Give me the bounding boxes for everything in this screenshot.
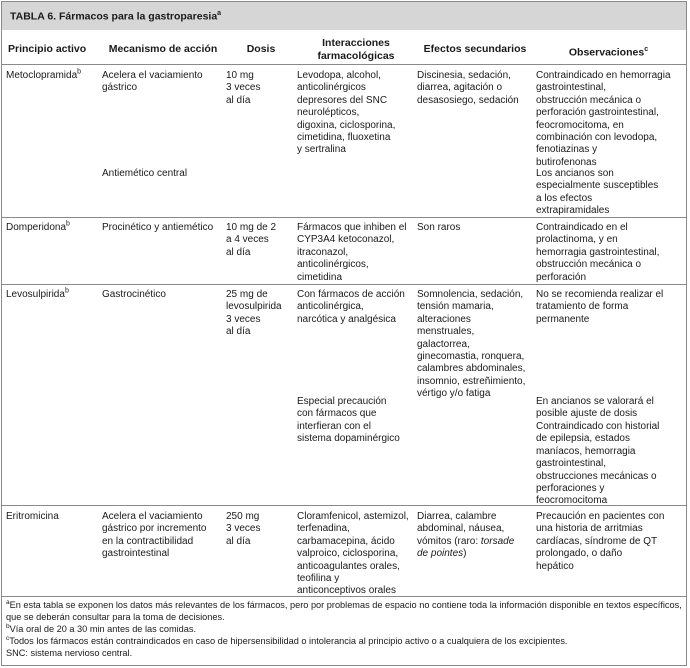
header-dosis: Dosis [246, 43, 276, 55]
footnote-a: $^a$En esta tabla se exponen los datos más relevantes de los fármacos, pero por problemas de espacio no contiene toda la información disponible en textos específicos, que se deberán consultar para la toma de decisiones. [6, 598, 682, 622]
metoclopramida-mecanismo-1: Acelera el vaciamiento gástrico [102, 70, 203, 94]
table-title: TABLA 6. Fármacos para la gastroparesia$^a$ [10, 10, 222, 23]
levosulpirida-mecanismo: Gastrocinético [102, 289, 166, 300]
levosulpirida-dosis: 25 mg de levosulpirida 3 veces al día [226, 289, 282, 338]
eritromicina-observaciones: Precaución en pacientes con una historia de arritmias cardíacas, síndrome de QT prolongado, o daño hepático [536, 511, 665, 572]
levosulpirida-observaciones-3: Contraindicado con historial de epilepsia, estados maníacos, hemorragia gastrointestinal, obstrucciones mecánicas o perforaciones y feocromocitoma [536, 421, 660, 507]
levosulpirida-interacciones-1: Con fármacos de acción anticolinérgica, narcótica y analgésica [297, 289, 405, 325]
metoclopramida-name: Metoclopramida$^b$ [6, 68, 82, 81]
row-divider [2, 217, 686, 218]
eritromicina-efectos: Diarrea, calambre abdominal, náusea, vómitos (raro: torsade de pointes) [417, 511, 515, 560]
metoclopramida-mecanismo-2: Antiemético central [102, 168, 188, 179]
header-observaciones: Observaciones$^c$ [568, 46, 649, 59]
domperidona-name: Domperidona$^b$ [6, 220, 70, 233]
domperidona-mecanismo: Procinético y antiemético [102, 222, 214, 233]
levosulpirida-name: Levosulpirida$^b$ [6, 287, 69, 300]
eritromicina-mecanismo: Acelera el vaciamiento gástrico por incremento en la contractibilidad gastrointestinal [102, 511, 207, 560]
footnotes-divider [2, 596, 686, 597]
levosulpirida-observaciones-1: No se recomienda realizar el tratamiento de forma permanente [536, 289, 664, 325]
metoclopramida-interacciones: Levodopa, alcohol, anticolinérgicos depresores del SNC neurolépticos, digoxina, ciclosporina, cimetidina, fluoxetina y sertralina [297, 70, 396, 156]
footnote-snc: SNC: sistema nervioso central. [6, 648, 133, 658]
header-efectos: Efectos secundarios [423, 43, 527, 55]
domperidona-interacciones: Fármacos que inhiben el CYP3A4 ketoconazol, itraconazol, anticolinérgicos, cimetidina [297, 222, 407, 283]
levosulpirida-efectos: Somnolencia, sedación, tensión mamaria, alteraciones menstruales, galactorrea, ginecomastia, ronquera, calambres abdominales, insomnio, estreñimiento, vértigo y/o fatiga [417, 289, 526, 400]
metoclopramida-observaciones-1: Contraindicado en hemorragia gastrointestinal, obstrucción mecánica o perforación gastrointestinal, feocromocitoma, en combinación con levodopa, fenotiazinas y butirofenonas [536, 70, 671, 168]
eritromicina-dosis: 250 mg 3 veces al día [226, 511, 261, 547]
eritromicina-interacciones: Cloramfenicol, astemizol, terfenadina, carbamacepina, ácido valproico, ciclosporina, anticoagulantes orales, teofilina y anticonceptivos orales [297, 511, 409, 597]
metoclopramida-efectos: Discinesia, sedación, diarrea, agitación o desasosiego, sedación [417, 70, 519, 106]
footnote-b: $^b$Vía oral de 20 a 30 min antes de las comidas. [6, 622, 197, 634]
header-mecanismo: Mecanismo de acción [108, 43, 218, 55]
domperidona-dosis: 10 mg de 2 a 4 veces al día [226, 222, 277, 258]
eritromicina-name: Eritromicina [6, 511, 59, 522]
domperidona-observaciones: Contraindicado en el prolactinoma, y en hemorragia gastrointestinal, obstrucción mecánica o perforación [536, 222, 660, 283]
metoclopramida-observaciones-2: Los ancianos son especialmente susceptibles a los efectos extrapiramidales [536, 168, 659, 217]
levosulpirida-observaciones-2: En ancianos se valorará el posible ajuste de dosis [536, 396, 654, 420]
table-title-bar [2, 2, 686, 30]
header-principio: Principio activo [8, 43, 87, 55]
footnote-c: $^c$Todos los fármacos están contraindicados en caso de hipersensibilidad o intolerancia al principio activo o a cualquiera de los excipientes. [6, 634, 568, 646]
metoclopramida-dosis: 10 mg 3 veces al día [226, 70, 261, 106]
header-interacciones: Interacciones farmacológicas [317, 37, 395, 62]
row-divider [2, 284, 686, 285]
levosulpirida-interacciones-2: Especial precaución con fármacos que interfieran con el sistema dopaminérgico [297, 396, 400, 445]
domperidona-efectos: Son raros [417, 222, 461, 233]
header-divider [2, 64, 686, 65]
row-divider [2, 505, 686, 506]
